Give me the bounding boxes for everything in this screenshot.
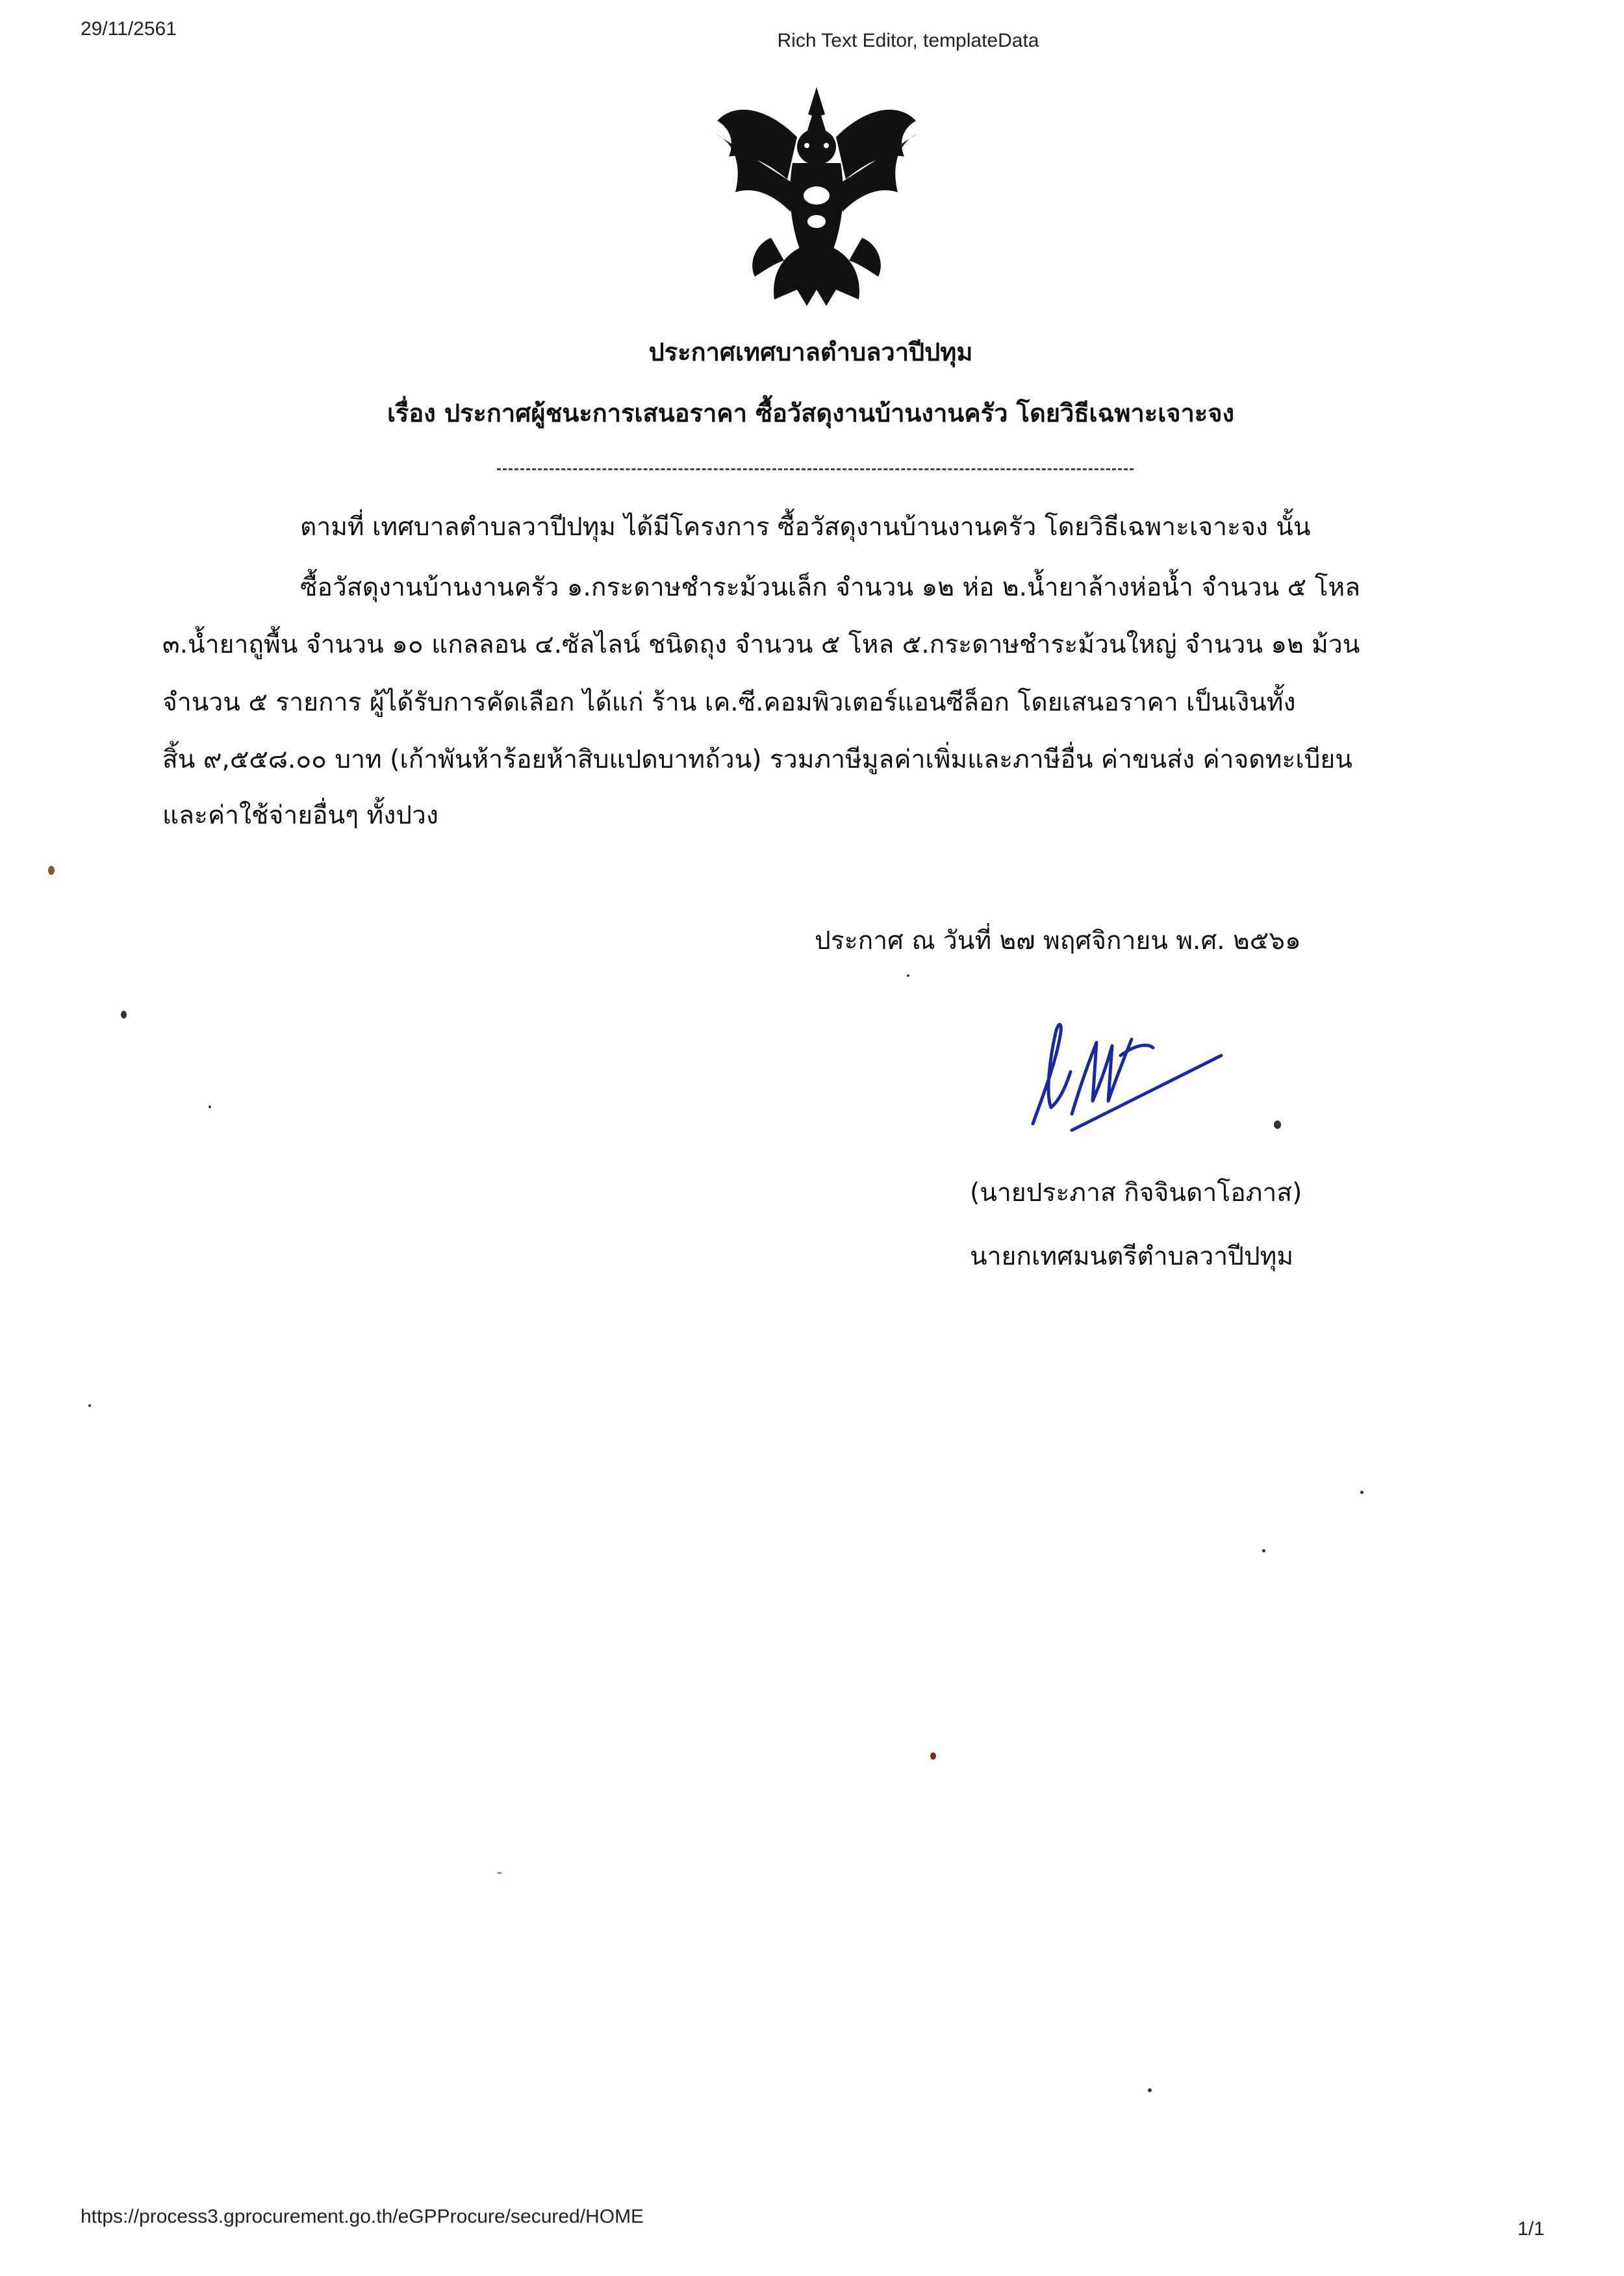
scan-speck xyxy=(1274,1120,1281,1129)
body-line: ๓.น้ำยาถูพื้น จำนวน ๑๐ แกลลอน ๔.ซัลไลน์ ชนิดถุง จำนวน ๕ โหล ๕.กระดาษชำระม้วนใหญ่ จำนวน ๑๒ ม้วน xyxy=(162,630,1360,659)
scan-speck xyxy=(209,1106,211,1108)
page-count: 1/1 xyxy=(1517,2218,1545,2240)
announcement-date: ประกาศ ณ วันที่ ๒๗ พฤศจิกายน พ.ศ. ๒๕๖๑ xyxy=(815,926,1301,955)
garuda-emblem-icon xyxy=(709,82,924,316)
scan-speck xyxy=(48,866,55,875)
document-subject: เรื่อง ประกาศผู้ชนะการเสนอราคา ซื้อวัสดุงานบ้านงานครัว โดยวิธีเฉพาะเจาะจง xyxy=(387,399,1235,427)
body-line: จำนวน ๕ รายการ ผู้ได้รับการคัดเลือก ได้แก่ ร้าน เค.ซี.คอมพิวเตอร์แอนซีล็อก โดยเสนอราคา เป็นเงินทั้ง xyxy=(162,688,1296,717)
signature-icon xyxy=(1020,1010,1234,1140)
body-line: ซื้อวัสดุงานบ้านงานครัว ๑.กระดาษชำระม้วนเล็ก จำนวน ๑๒ ห่อ ๒.น้ำยาล้างห่อน้ำ จำนวน ๕ โหล xyxy=(300,573,1361,602)
signer-position: นายกเทศมนตรีตำบลวาปีปทุม xyxy=(970,1242,1294,1271)
title-divider xyxy=(497,468,1134,470)
body-line: และค่าใช้จ่ายอื่นๆ ทั้งปวง xyxy=(162,801,438,830)
scan-speck xyxy=(930,1752,936,1760)
scan-speck xyxy=(88,1404,91,1407)
scan-speck xyxy=(1262,1549,1265,1552)
body-line: สิ้น ๙,๕๕๘.๐๐ บาท (เก้าพันห้าร้อยห้าสิบแปดบาทถ้วน) รวมภาษีมูลค่าเพิ่มและภาษีอื่น ค่าขนส่ง ค่าจดทะเบียน xyxy=(162,745,1352,774)
scan-speck xyxy=(1148,2088,1152,2092)
body-line: ตามที่ เทศบาลตำบลวาปีปทุม ได้มีโครงการ ซื้อวัสดุงานบ้านงานครัว โดยวิธีเฉพาะเจาะจง นั้น xyxy=(300,512,1311,542)
scan-speck xyxy=(497,1872,502,1874)
print-date: 29/11/2561 xyxy=(81,18,177,40)
scan-speck xyxy=(121,1011,127,1018)
scan-speck xyxy=(1360,1491,1364,1494)
footer-url: https://process3.gprocurement.go.th/eGPProcure/secured/HOME xyxy=(81,2206,644,2227)
scan-speck xyxy=(907,974,909,977)
signer-name: (นายประภาส กิจจินดาโอภาส) xyxy=(970,1178,1302,1208)
print-title: Rich Text Editor, templateData xyxy=(777,30,1039,51)
document-title: ประกาศเทศบาลตำบลวาปีปทุม xyxy=(648,338,973,366)
